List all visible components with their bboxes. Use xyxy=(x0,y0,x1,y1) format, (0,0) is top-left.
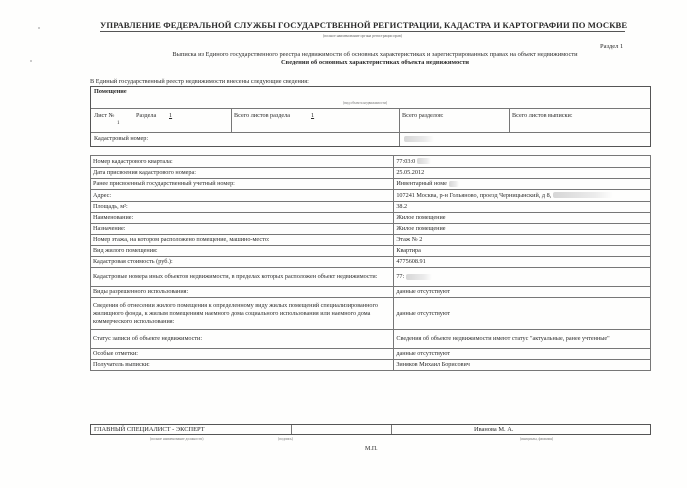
row-value: данные отсутствуют xyxy=(396,288,451,295)
row-value: данные отсутствуют xyxy=(396,350,451,357)
object-type-caption: (вид объекта недвижимости) xyxy=(343,101,388,105)
row-value-cell xyxy=(394,202,651,213)
row-value: 77:03:0 xyxy=(396,157,416,165)
row-label: Виды разрешенного использования: xyxy=(91,287,394,298)
row-value: 77: xyxy=(396,273,405,280)
sheet-info-row xyxy=(91,109,650,133)
object-type-row xyxy=(91,87,650,109)
redacted-value xyxy=(406,274,432,280)
table-row xyxy=(91,287,651,298)
row-value-cell xyxy=(394,349,651,360)
row-value: Сведения об объекте недвижимости имеют статус "актуальные, ранее учтенные" xyxy=(396,335,610,342)
total-sheets-label: Всего листов раздела xyxy=(234,112,290,119)
signer-name: Иванова М. А. xyxy=(474,426,514,433)
agency-caption: (полное наименование органа регистрации прав) xyxy=(322,34,403,38)
section-label: Раздела xyxy=(136,112,157,119)
row-label: Кадастровая стоимость (руб.): xyxy=(91,257,394,268)
row-label: Дата присвоения кадастрового номера: xyxy=(91,168,394,179)
table-row xyxy=(91,246,651,257)
signature-table xyxy=(90,424,651,435)
stamp-place: М.П. xyxy=(365,446,378,452)
initials-caption: (инициалы, фамилия) xyxy=(520,437,554,441)
total-extract-sheets-label: Всего листов выписки: xyxy=(512,112,573,119)
scan-speck xyxy=(38,27,40,29)
table-row xyxy=(91,349,651,360)
signature-caption: (подпись) xyxy=(278,437,293,441)
row-value-cell xyxy=(394,330,651,349)
table-row xyxy=(91,213,651,224)
row-label: Особые отметки: xyxy=(91,349,394,360)
row-value-cell xyxy=(394,268,651,287)
row-value: Жилое помещение xyxy=(396,225,446,232)
row-value-cell xyxy=(394,287,651,298)
scan-speck xyxy=(30,60,32,62)
row-value: 38.2 xyxy=(396,203,408,210)
row-value: Зиняков Михаил Борисович xyxy=(396,361,470,368)
sheet-value: 1 xyxy=(117,121,120,126)
table-row xyxy=(91,360,651,371)
extract-title: Выписка из Единого государственного реестра недвижимости об основных характеристиках и зарегистрированных правах на объект недвижимости xyxy=(172,51,578,58)
row-value-cell xyxy=(394,298,651,330)
cadastral-number-label: Кадастровый номер: xyxy=(94,135,149,142)
row-label: Вид жилого помещения: xyxy=(91,246,394,257)
intro-text: В Единый государственный реестр недвижимости внесены следующие сведения: xyxy=(90,78,309,85)
table-row xyxy=(91,224,651,235)
row-value-cell xyxy=(394,168,651,179)
object-header-table xyxy=(90,86,651,147)
table-row xyxy=(91,330,651,349)
row-value: Жилое помещение xyxy=(396,214,446,221)
row-value: 107241 Москва, р-н Гольяново, проезд Черницынский, д 8, xyxy=(396,191,552,199)
row-label: Кадастровые номера иных объектов недвижимости, в пределах которых расположен объект недвижимости: xyxy=(91,268,394,287)
redacted-cadastral-number xyxy=(404,136,434,142)
table-row xyxy=(91,235,651,246)
section-number: Раздел 1 xyxy=(600,43,624,50)
redacted-value xyxy=(417,158,431,164)
sheet-label: Лист № xyxy=(94,112,115,119)
redacted-value xyxy=(553,192,613,198)
signer-position: ГЛАВНЫЙ СПЕЦИАЛИСТ - ЭКСПЕРТ xyxy=(94,426,205,433)
table-row xyxy=(91,257,651,268)
row-label: Ранее присвоенный государственный учетный номер: xyxy=(91,179,394,190)
row-label: Номер этажа, на котором расположено помещение, машино-место: xyxy=(91,235,394,246)
redacted-value xyxy=(449,181,459,187)
characteristics-table xyxy=(90,155,651,371)
row-value: Этаж № 2 xyxy=(396,236,423,243)
row-value-cell xyxy=(394,257,651,268)
total-sheets-value: 1 xyxy=(311,112,315,119)
table-row xyxy=(91,298,651,330)
position-caption: (полное наименование должности) xyxy=(150,437,204,441)
row-value: 25.05.2012 xyxy=(396,169,425,176)
object-type: Помещение xyxy=(94,88,127,95)
row-value-cell xyxy=(394,190,651,202)
row-label: Площадь, м²: xyxy=(91,202,394,213)
row-value-cell xyxy=(394,179,651,190)
row-value: 4775608.91 xyxy=(396,258,426,265)
row-label: Адрес: xyxy=(91,190,394,202)
row-value-cell xyxy=(394,235,651,246)
row-label: Номер кадастрового квартала: xyxy=(91,156,394,168)
row-label: Сведения об отнесении жилого помещения к определенному виду жилых помещений специализированного жилищного фонда, к жилым помещениям наемного дома социального использования или наемного дома коммерческого использования: xyxy=(91,298,394,330)
row-label: Получатель выписки: xyxy=(91,360,394,371)
row-value-cell xyxy=(394,246,651,257)
row-value: Квартира xyxy=(396,247,421,254)
row-value-cell xyxy=(394,213,651,224)
agency-title: УПРАВЛЕНИЕ ФЕДЕРАЛЬНОЙ СЛУЖБЫ ГОСУДАРСТВЕННОЙ РЕГИСТРАЦИИ, КАДАСТРА И КАРТОГРАФИИ ПО МОСКВЕ xyxy=(100,20,628,30)
row-value-cell xyxy=(394,224,651,235)
total-sections-label: Всего разделов: xyxy=(402,112,444,119)
cadastral-number-row xyxy=(91,133,650,146)
row-value-cell xyxy=(394,360,651,371)
row-value: данные отсутствуют xyxy=(396,309,451,317)
row-value-cell xyxy=(394,156,651,168)
table-row xyxy=(91,179,651,190)
table-row xyxy=(91,168,651,179)
section-value: 1 xyxy=(169,112,173,119)
table-row xyxy=(91,190,651,202)
row-value: Инвентарный номе xyxy=(396,180,447,187)
table-row xyxy=(91,268,651,287)
extract-subtitle: Сведения об основных характеристиках объекта недвижимости xyxy=(280,59,470,66)
row-label: Наименование: xyxy=(91,213,394,224)
row-label: Статус записи об объекте недвижимости: xyxy=(91,330,394,349)
table-row xyxy=(91,156,651,168)
table-row xyxy=(91,202,651,213)
row-label: Назначение: xyxy=(91,224,394,235)
